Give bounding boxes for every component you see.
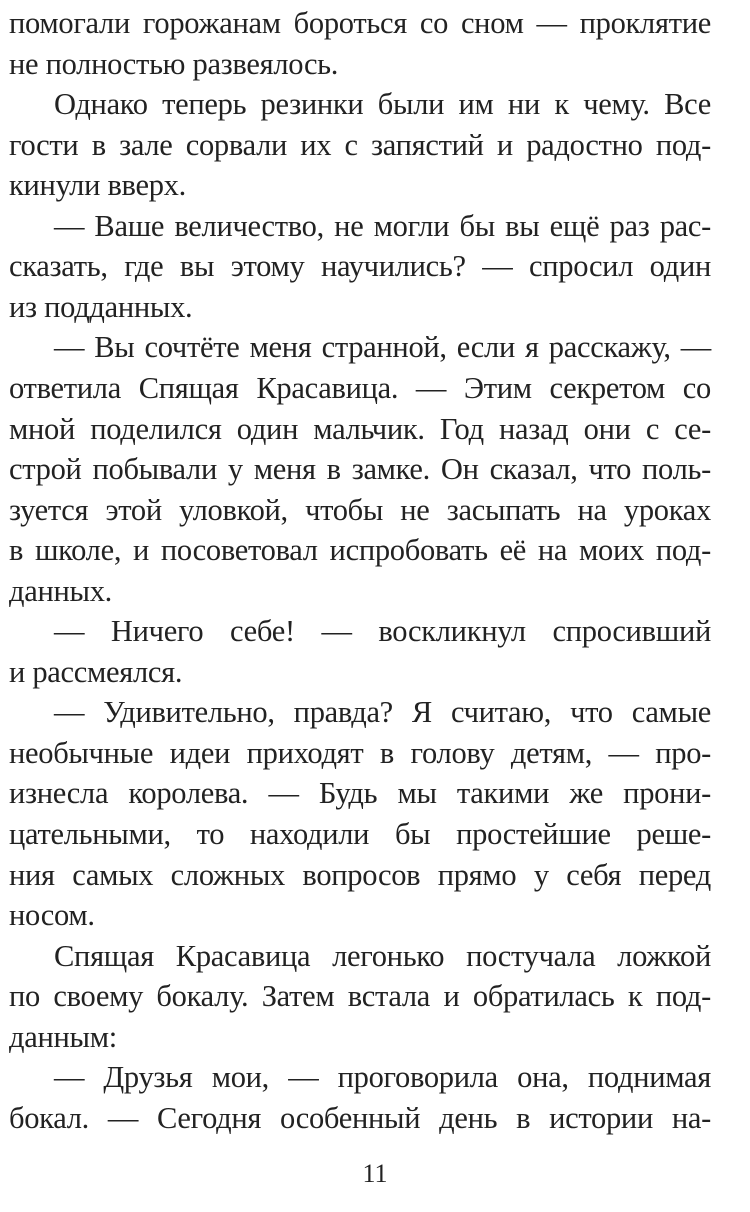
text-line: зуется этой уловкой, чтобы не засыпать на уроках xyxy=(9,492,711,527)
text-line: — Удивительно, правда? Я считаю, что самые xyxy=(54,695,711,730)
text-line: Однако теперь резинки были им ни к чему. Все xyxy=(54,87,711,122)
text-line: данных. xyxy=(9,573,112,608)
page-number: 11 xyxy=(362,1159,388,1188)
text-line: изнесла королева. — Будь мы такими же прони- xyxy=(9,776,711,811)
text-line: бокал. — Сегодня особенный день в истории на- xyxy=(9,1100,711,1135)
text-line: гости в зале сорвали их с запястий и радостно под- xyxy=(9,127,711,162)
text-line: Спящая Красавица легонько постучала ложкой xyxy=(54,938,711,973)
text-line: цательными, то находили бы простейшие реше- xyxy=(9,817,711,851)
text-line: ния самых сложных вопросов прямо у себя перед xyxy=(9,857,711,892)
text-line: и рассмеялся. xyxy=(9,654,183,689)
text-line: в школе, и посоветовал испробовать её на моих под- xyxy=(9,533,711,568)
text-line: мной поделился один мальчик. Год назад они с се- xyxy=(9,411,711,446)
text-line: по своему бокалу. Затем встала и обратилась к под- xyxy=(9,979,711,1014)
text-line: из подданных. xyxy=(9,289,193,324)
text-line: не полностью развеялось. xyxy=(9,46,339,81)
text-line: — Ничего себе! — воскликнул спросивший xyxy=(54,614,711,649)
text-line: — Вы сочтёте меня странной, если я расскажу, — xyxy=(54,330,711,365)
text-line: строй побывали у меня в замке. Он сказал, что поль- xyxy=(9,452,711,487)
text-line: — Друзья мои, — проговорила она, поднимая xyxy=(54,1060,711,1095)
text-line: кинули вверх. xyxy=(9,168,186,203)
text-line: ответила Спящая Красавица. — Этим секретом со xyxy=(9,370,711,405)
text-line: помогали горожанам бороться со сном — проклятие xyxy=(9,6,711,40)
text-line: необычные идеи приходят в голову детям, — про- xyxy=(9,735,711,770)
text-line: — Ваше величество, не могли бы вы ещё раз рас- xyxy=(54,208,711,243)
text-line: данным: xyxy=(9,1019,117,1054)
text-line: сказать, где вы этому научились? — спросил один xyxy=(9,249,711,284)
text-line: носом. xyxy=(9,898,95,933)
